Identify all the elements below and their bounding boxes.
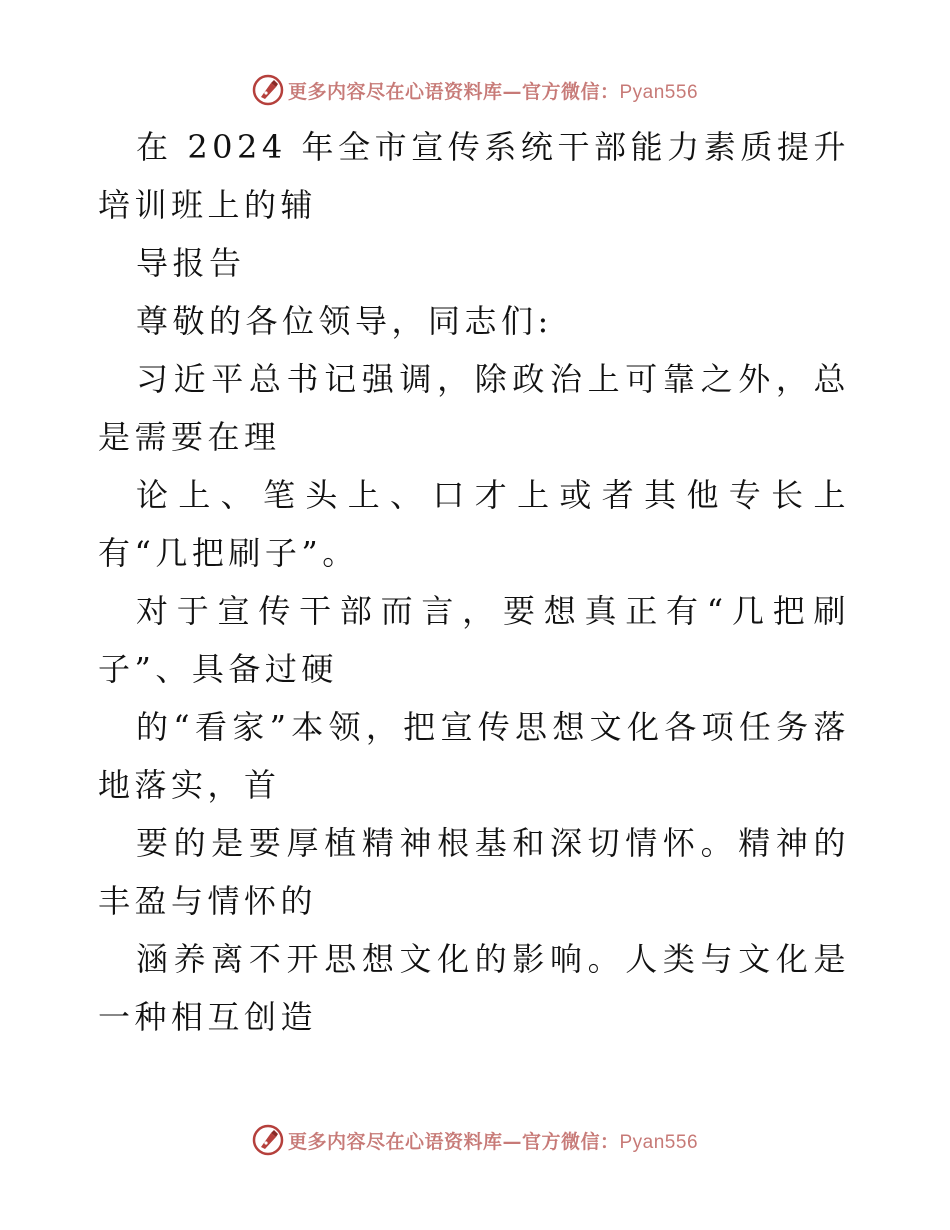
paragraph-6: 涵养离不开思想文化的影响。人类与文化是一种相互创造 (98, 940, 850, 1036)
paragraph-salutation: 尊敬的各位领导，同志们: (136, 302, 553, 340)
header-banner (0, 70, 950, 110)
document-body (98, 118, 850, 1046)
paragraph-2: 论上、笔头上、口才上或者其他专长上有“几把刷子”。 (98, 476, 850, 572)
paragraph-title: 在 2024 年全市宣传系统干部能力素质提升培训班上的辅 (98, 128, 850, 224)
wechat-id: Pyan556 (619, 1131, 699, 1153)
paragraph-3: 对于宣传干部而言，要想真正有“几把刷子”、具备过硬 (98, 592, 850, 688)
pen-nib-logo-icon (252, 1124, 284, 1156)
banner-text: 更多内容尽在心语资料库—官方微信：Pyan556 (287, 80, 699, 103)
paragraph-5: 要的是要厚植精神根基和深切情怀。精神的丰盈与情怀的 (98, 824, 850, 920)
pen-nib-logo-icon (252, 74, 284, 106)
paragraph-title-cont: 导报告 (136, 244, 246, 282)
footer-banner (0, 1120, 950, 1160)
wechat-id: Pyan556 (619, 81, 699, 103)
paragraph-4: 的“看家”本领，把宣传思想文化各项任务落地落实，首 (98, 708, 850, 804)
paragraph-1: 习近平总书记强调，除政治上可靠之外，总是需要在理 (98, 360, 850, 456)
banner-text: 更多内容尽在心语资料库—官方微信：Pyan556 (287, 1130, 699, 1153)
